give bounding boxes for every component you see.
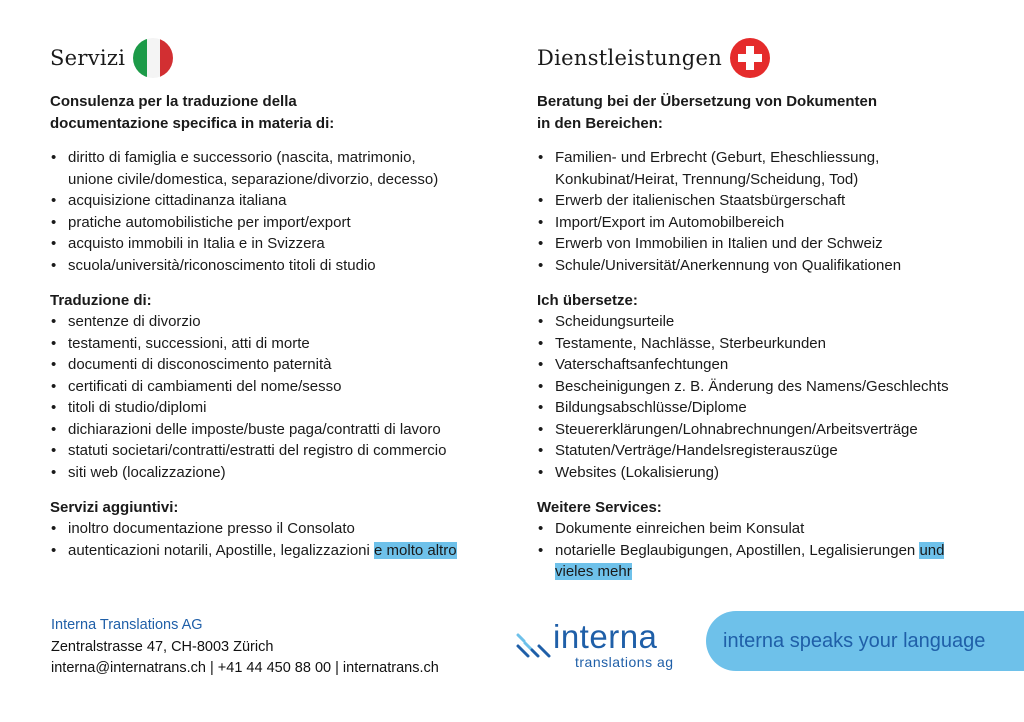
logo-wordmark: interna: [553, 618, 658, 655]
german-translation-list: [537, 311, 949, 483]
list-item: • siti web (localizzazione): [50, 462, 446, 484]
italian-additional-list: [50, 518, 457, 561]
list-item: • Erwerb der italienischen Staatsbürgerschaft: [537, 190, 901, 212]
highlight-text: und: [919, 541, 945, 559]
italy-flag-icon: [133, 38, 173, 78]
company-address: Zentralstrasse 47, CH-8003 Zürich: [51, 638, 274, 655]
italian-title: Servizi: [50, 46, 126, 70]
slogan-text: interna speaks your language: [723, 629, 986, 652]
list-item-continuation: [50, 169, 438, 191]
list-item: [537, 540, 944, 583]
italian-heading-consulting: [50, 91, 334, 134]
list-item: • acquisizione cittadinanza italiana: [50, 190, 438, 212]
list-item: • Schule/Universität/Anerkennung von Qualifikationen: [537, 255, 901, 277]
list-item: • documenti di disconoscimento paternità: [50, 354, 446, 376]
list-item: • Dokumente einreichen beim Konsulat: [537, 518, 944, 540]
italian-consulting-list: [50, 147, 438, 276]
list-item: • statuti societari/contratti/estratti del registro di commercio: [50, 440, 446, 462]
list-item: • Familien- und Erbrecht (Geburt, Eheschliessung,: [537, 147, 901, 169]
german-heading-additional: Weitere Services:: [537, 499, 662, 516]
italian-heading-translation: Traduzione di:: [50, 292, 152, 309]
list-item: • Statuten/Verträge/Handelsregisterauszüge: [537, 440, 949, 462]
list-item: • inoltro documentazione presso il Consolato: [50, 518, 457, 540]
german-title-row: [537, 38, 770, 78]
list-item-text: notarielle Beglaubigungen, Apostillen, Legalisierungen: [555, 541, 916, 559]
list-item: • titoli di studio/diplomi: [50, 397, 446, 419]
german-heading-consulting: [537, 91, 877, 134]
heading-line: documentazione specifica in materia di:: [50, 114, 335, 132]
german-consulting-list: [537, 147, 901, 276]
interna-logo: [515, 618, 675, 680]
list-item: • Bescheinigungen z. B. Änderung des Namens/Geschlechts: [537, 376, 949, 398]
list-item-continuation: [537, 169, 901, 191]
logo-mark-icon: [515, 632, 555, 662]
continuation-text: Konkubinat/Heirat, Trennung/Scheidung, Tod): [555, 170, 859, 188]
german-title: Dienstleistungen: [537, 46, 723, 70]
highlight-text: vieles mehr: [555, 563, 632, 580]
list-item: • scuola/università/riconoscimento titoli di studio: [50, 255, 438, 277]
list-item: • acquisto immobili in Italia e in Svizzera: [50, 233, 438, 255]
company-contact: interna@internatrans.ch | +41 44 450 88 00 | internatrans.ch: [51, 660, 439, 676]
german-heading-translation: Ich übersetze:: [537, 292, 638, 309]
heading-line: in den Bereichen:: [537, 114, 663, 132]
company-name: Interna Translations AG: [51, 617, 203, 633]
list-item: • Vaterschaftsanfechtungen: [537, 354, 949, 376]
highlight-text: e molto altro: [374, 541, 457, 559]
list-item: • Scheidungsurteile: [537, 311, 949, 333]
swiss-flag-icon: [730, 38, 770, 78]
slogan-banner: [706, 611, 1024, 671]
italian-heading-additional: Servizi aggiuntivi:: [50, 499, 179, 516]
list-item: • Import/Export im Automobilbereich: [537, 212, 901, 234]
continuation-text: unione civile/domestica, separazione/divorzio, decesso): [68, 170, 439, 188]
logo-subtitle: translations ag: [575, 654, 674, 670]
list-item: • Steuererklärungen/Lohnabrechnungen/Arbeitsverträge: [537, 419, 949, 441]
list-item-text: autenticazioni notarili, Apostille, legalizzazioni: [68, 541, 370, 559]
german-additional-list: [537, 518, 944, 583]
list-item: • certificati di cambiamenti del nome/sesso: [50, 376, 446, 398]
italian-title-row: [50, 38, 173, 78]
list-item: • Websites (Lokalisierung): [537, 462, 949, 484]
list-item: [50, 540, 457, 562]
heading-line: Beratung bei der Übersetzung von Dokumenten: [537, 93, 878, 110]
list-item: • dichiarazioni delle imposte/buste paga/contratti di lavoro: [50, 419, 446, 441]
list-item: • diritto di famiglia e successorio (nascita, matrimonio,: [50, 147, 438, 169]
company-address-block: [51, 615, 439, 680]
list-item: • Testamente, Nachlässe, Sterbeurkunden: [537, 333, 949, 355]
list-item: • Erwerb von Immobilien in Italien und der Schweiz: [537, 233, 901, 255]
list-item: • sentenze di divorzio: [50, 311, 446, 333]
list-item: • testamenti, successioni, atti di morte: [50, 333, 446, 355]
heading-line: Consulenza per la traduzione della: [50, 93, 297, 110]
italian-translation-list: [50, 311, 446, 483]
list-item: • pratiche automobilistiche per import/export: [50, 212, 438, 234]
list-item: • Bildungsabschlüsse/Diplome: [537, 397, 949, 419]
